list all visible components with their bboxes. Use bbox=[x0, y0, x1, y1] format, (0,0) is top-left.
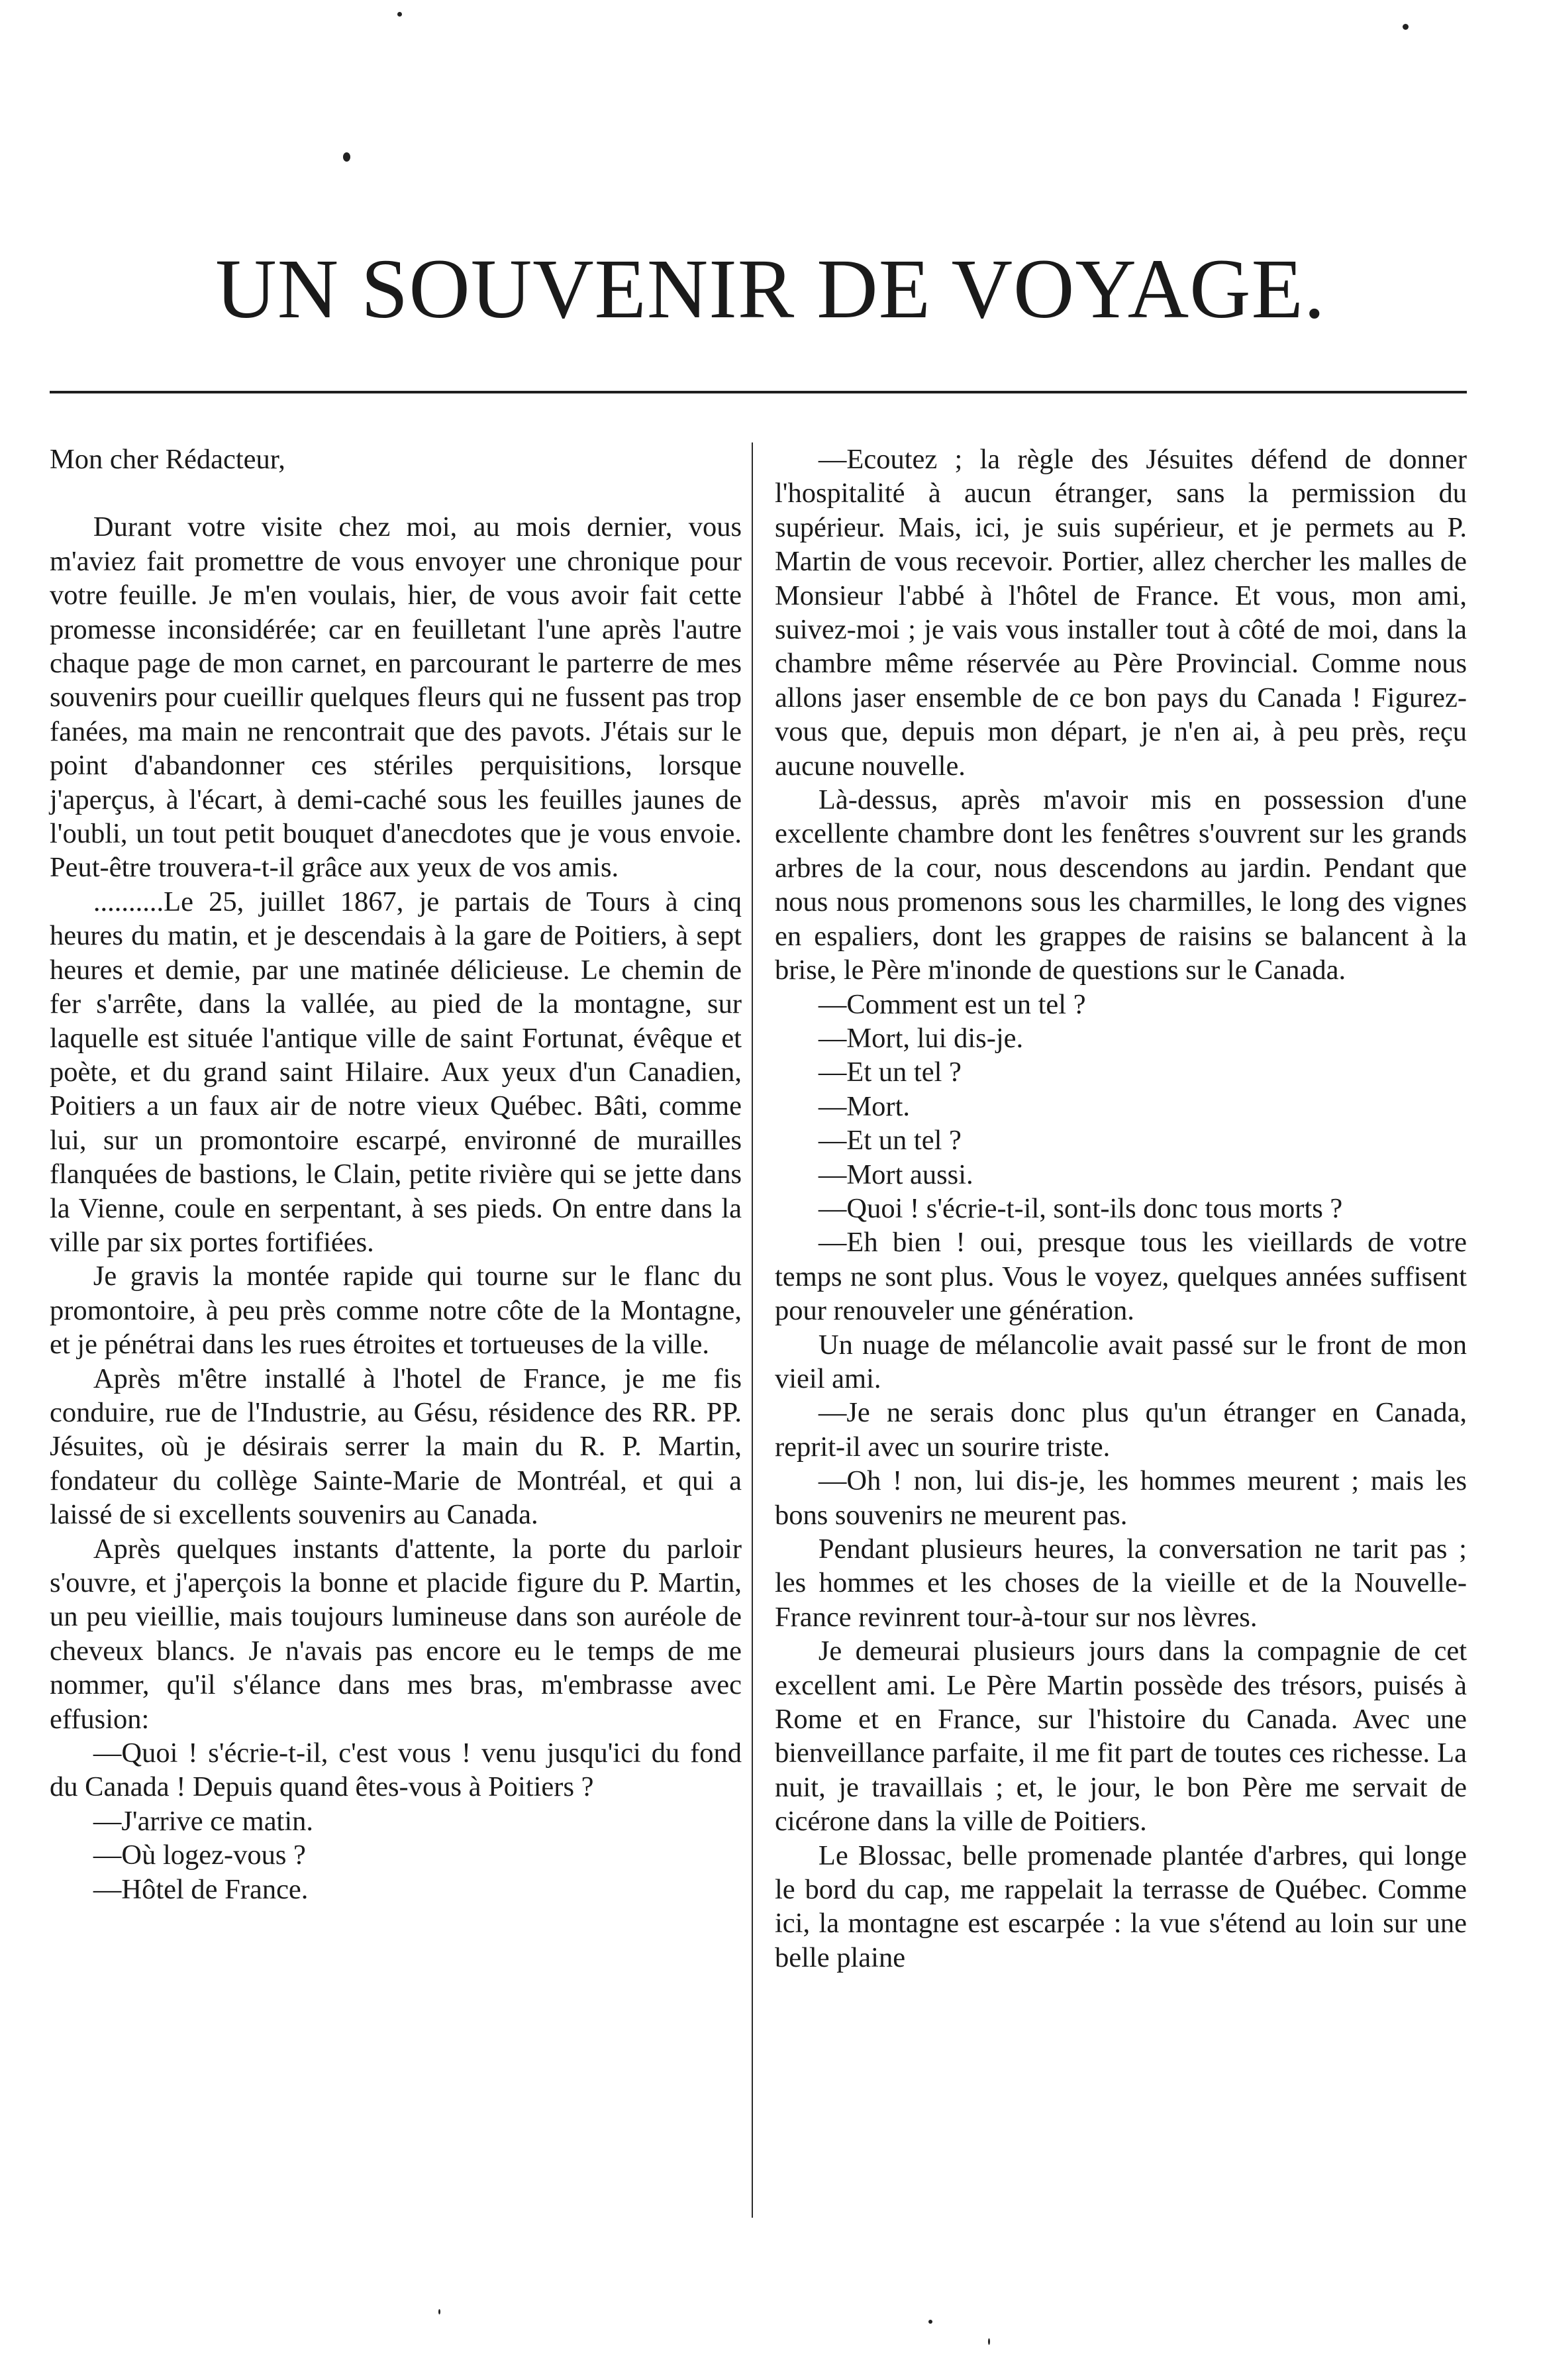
paragraph: —Mort, lui dis-je. bbox=[818, 1022, 1024, 1054]
paragraph: —Comment est un tel ? bbox=[818, 988, 1086, 1020]
right-column bbox=[775, 442, 1467, 1975]
paragraph: Un nuage de mélancolie avait passé sur le front de mon vieil ami. bbox=[775, 1329, 1467, 1394]
paragraph: —Hôtel de France. bbox=[93, 1873, 309, 1905]
ink-speck bbox=[1403, 24, 1409, 30]
paragraph: —Quoi ! s'écrie-t-il, c'est vous ! venu jusqu'ici du fond du Canada ! Depuis quand êtes-vous à Poitiers ? bbox=[50, 1737, 742, 1803]
salutation: Mon cher Rédacteur, bbox=[50, 444, 285, 475]
ink-speck bbox=[343, 152, 350, 162]
paragraph: Le Blossac, belle promenade plantée d'arbres, qui longe le bord du cap, me rappelait la terrasse de Québec. Comme ici, la montagne est escarpée : la vue s'étend au loin sur une belle plaine bbox=[775, 1839, 1467, 1973]
paragraph: —Mort aussi. bbox=[818, 1159, 973, 1190]
paragraph: Après quelques instants d'attente, la porte du parloir s'ouvre, et j'aperçois la bonne et placide figure du P. Martin, un peu vieillie, mais toujours lumineuse dans son auréole de cheveux blancs. Je n'avais pas encore eu le temps de me nommer, qu'il s'élance dans mes bras, m'embrasse avec effusion: bbox=[50, 1533, 742, 1735]
paragraph: ..........Le 25, juillet 1867, je partais de Tours à cinq heures du matin, et je descendais à la gare de Poitiers, à sept heures et demie, par une matinée délicieuse. Le chemin de fer s'arrête, dans la vallée, au pied de la montagne, sur laquelle est située l'antique ville de saint Fortunat, évêque et poète, et du grand saint Hilaire. Aux yeux d'un Canadien, Poitiers a un faux air de notre vieux Québec. Bâti, comme lui, sur un promontoire escarpé, environné de murailles flanquées de bastions, le Clain, petite rivière qui se jette dans la Vienne, coule en serpentant, à ses pieds. On entre dans la ville par six portes fortifiées. bbox=[50, 886, 742, 1258]
ink-speck bbox=[397, 12, 402, 17]
paragraph: —Et un tel ? bbox=[818, 1057, 962, 1088]
paragraph: Après m'être installé à l'hotel de France, je me fis conduire, rue de l'Industrie, au Gésu, résidence des RR. PP. Jésuites, où je désirais serrer la main du R. P. Martin, fondateur du collège Sainte-Marie de Montréal, et qui a laissé de si excellents souvenirs au Canada. bbox=[50, 1363, 742, 1531]
ink-speck bbox=[438, 2309, 440, 2314]
paragraph: —Où logez-vous ? bbox=[93, 1839, 306, 1871]
paragraph: —Oh ! non, lui dis-je, les hommes meurent ; mais les bons souvenirs ne meurent pas. bbox=[775, 1465, 1467, 1531]
ink-speck bbox=[928, 2320, 932, 2324]
column-divider bbox=[752, 442, 753, 2218]
article-title: UN SOUVENIR DE VOYAGE. bbox=[215, 242, 1326, 336]
title-rule bbox=[50, 391, 1467, 393]
paragraph: —Et un tel ? bbox=[818, 1125, 962, 1157]
paragraph: —Quoi ! s'écrie-t-il, sont-ils donc tous morts ? bbox=[818, 1192, 1343, 1224]
ink-speck bbox=[988, 2338, 990, 2345]
paragraph: —Ecoutez ; la règle des Jésuites défend de donner l'hospitalité à aucun étranger, sans la permission du supérieur. Mais, ici, je suis supérieur, et je permets au P. Martin de vous recevoir. Portier, allez chercher les malles de Monsieur l'abbé à l'hôtel de France. Et vous, mon ami, suivez-moi ; je vais vous installer tout à côté de moi, dans la chambre même réservée au Père Provincial. Comme nous allons jaser ensemble de ce bon pays du Canada ! Figurez-vous que, depuis mon départ, je n'en ai, à peu près, reçu aucune nouvelle. bbox=[775, 444, 1467, 782]
paragraph: —Mort. bbox=[818, 1090, 910, 1122]
left-column bbox=[50, 442, 742, 1906]
paragraph: Durant votre visite chez moi, au mois dernier, vous m'aviez fait promettre de vous envoyer une chronique pour votre feuille. Je m'en voulais, hier, de vous avoir fait cette promesse inconsidérée; car en feuilletant l'une après l'autre chaque page de mon carnet, en parcourant le parterre de mes souvenirs pour cueillir quelques fleurs qui ne fussent pas trop fanées, ma main ne rencontrait que des pavots. J'étais sur le point d'abandonner ces stériles perquisitions, lorsque j'aperçus, à l'écart, à demi-caché sous les feuilles jaunes de l'oubli, un tout petit bouquet d'anecdotes que je vous envoie. Peut-être trouvera-t-il grâce aux yeux de vos amis. bbox=[50, 511, 742, 884]
paragraph: Là-dessus, après m'avoir mis en possession d'une excellente chambre dont les fenêtres s'ouvrent sur les grands arbres de la cour, nous descendons au jardin. Pendant que nous nous promenons sous les charmilles, le long des vignes en espaliers, dont les grappes de raisins se balancent à la brise, le Père m'inonde de questions sur le Canada. bbox=[775, 784, 1467, 986]
paragraph: —Eh bien ! oui, presque tous les vieillards de votre temps ne sont plus. Vous le voyez, quelques années suffisent pour renouveler une génération. bbox=[775, 1227, 1467, 1327]
paragraph: Je gravis la montée rapide qui tourne sur le flanc du promontoire, à peu près comme notre côte de la Montagne, et je pénétrai dans les rues étroites et tortueuses de la ville. bbox=[50, 1261, 742, 1361]
paragraph: Je demeurai plusieurs jours dans la compagnie de cet excellent ami. Le Père Martin possède des trésors, puisés à Rome et en France, sur l'histoire du Canada. Avec une bienveillance parfaite, il me fit part de toutes ces richesse. La nuit, je travaillais ; et, le jour, le bon Père me servait de cicérone dans la ville de Poitiers. bbox=[775, 1635, 1467, 1837]
paragraph: —J'arrive ce matin. bbox=[93, 1805, 314, 1837]
paragraph: Pendant plusieurs heures, la conversation ne tarit pas ; les hommes et les choses de la vieille et de la Nouvelle-France revinrent tour-à-tour sur nos lèvres. bbox=[775, 1533, 1467, 1633]
paragraph: —Je ne serais donc plus qu'un étranger en Canada, reprit-il avec un sourire triste. bbox=[775, 1397, 1467, 1463]
